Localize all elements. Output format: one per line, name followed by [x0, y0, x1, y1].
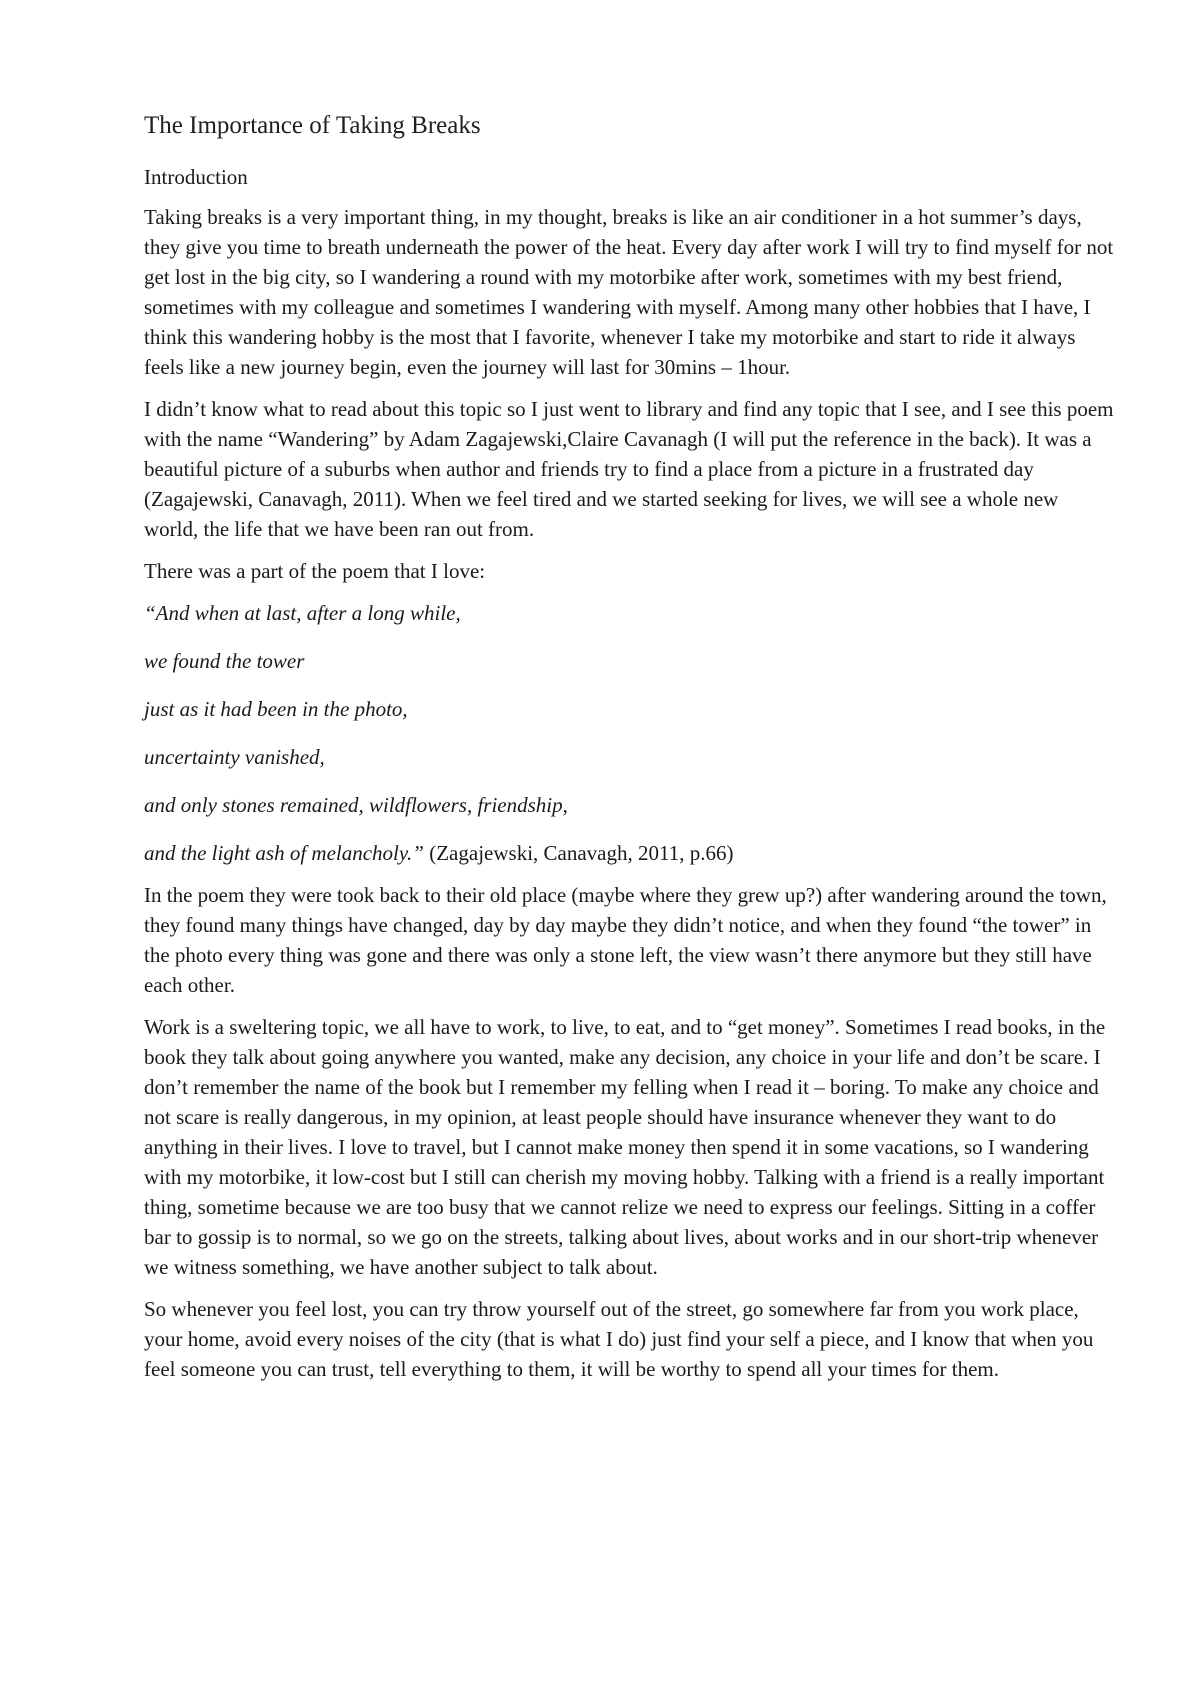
paragraph: Work is a sweltering topic, we all have to work, to live, to eat, and to “get money”. Sometimes I read books, in the book they talk about going anywhere you wanted, make any decision, any choice in your life and don’t be scare. I don’t remember the name of the book but I remember my felling when I read it – boring. To make any choice and not scare is really dangerous, in my opinion, at least people should have insurance whenever they want to do anything in their lives. I love to travel, but I cannot make money then spend it in some vacations, so I wandering with my motorbike, it low-cost but I still can cherish my moving hobby. Talking with a friend is a really important thing, sometime because we are too busy that we cannot relize we need to express our feelings. Sitting in a coffer bar to gossip is to normal, so we go on the streets, talking about lives, about works and in our short-trip whenever we witness something, we have another subject to talk about. — [144, 1015, 1106, 1279]
poem-line: just as it had been in the photo, — [144, 697, 408, 721]
paragraph: In the poem they were took back to their old place (maybe where they grew up?) after wandering around the town, they found many things have changed, day by day maybe they didn’t notice, and when they found “the tower” in the photo every thing was gone and there was only a stone left, the view wasn’t there anymore but they still have each other. — [144, 883, 1107, 997]
paragraph: So whenever you feel lost, you can try throw yourself out of the street, go somewhere far from you work place, your home, avoid every noises of the city (that is what I do) just find your self a piece, and I know that when you feel someone you can trust, tell everything to them, it will be worthy to spend all your times for them. — [144, 1297, 1094, 1381]
poem-citation: (Zagajewski, Canavagh, 2011, p.66) — [423, 841, 734, 865]
section-heading: Introduction — [144, 165, 248, 189]
poem-line-with-citation — [144, 838, 1114, 868]
poem-line: we found the tower — [144, 649, 305, 673]
poem-line: and only stones remained, wildflowers, friendship, — [144, 793, 568, 817]
poem-line: “And when at last, after a long while, — [144, 601, 461, 625]
poem-line: uncertainty vanished, — [144, 745, 325, 769]
poem-line: and the light ash of melancholy.” — [144, 841, 424, 865]
paragraph: There was a part of the poem that I love: — [144, 559, 486, 583]
document-page — [144, 110, 1114, 1396]
paragraph: Taking breaks is a very important thing, in my thought, breaks is like an air conditioner in a hot summer’s days, they give you time to breath underneath the power of the heat. Every day after work I will try to find myself for not get lost in the big city, so I wandering a round with my motorbike after work, sometimes with my best friend, sometimes with my colleague and sometimes I wandering with myself. Among many other hobbies that I have, I think this wandering hobby is the most that I favorite, whenever I take my motorbike and start to ride it always feels like a new journey begin, even the journey will last for 30mins – 1hour. — [144, 205, 1114, 379]
paragraph: I didn’t know what to read about this topic so I just went to library and find any topic that I see, and I see this poem with the name “Wandering” by Adam Zagajewski,Claire Cavanagh (I will put the reference in the back). It was a beautiful picture of a suburbs when author and friends try to find a place from a picture in a frustrated day (Zagajewski, Canavagh, 2011). When we feel tired and we started seeking for lives, we will see a whole new world, the life that we have been ran out from. — [144, 397, 1114, 541]
document-title: The Importance of Taking Breaks — [144, 112, 481, 139]
